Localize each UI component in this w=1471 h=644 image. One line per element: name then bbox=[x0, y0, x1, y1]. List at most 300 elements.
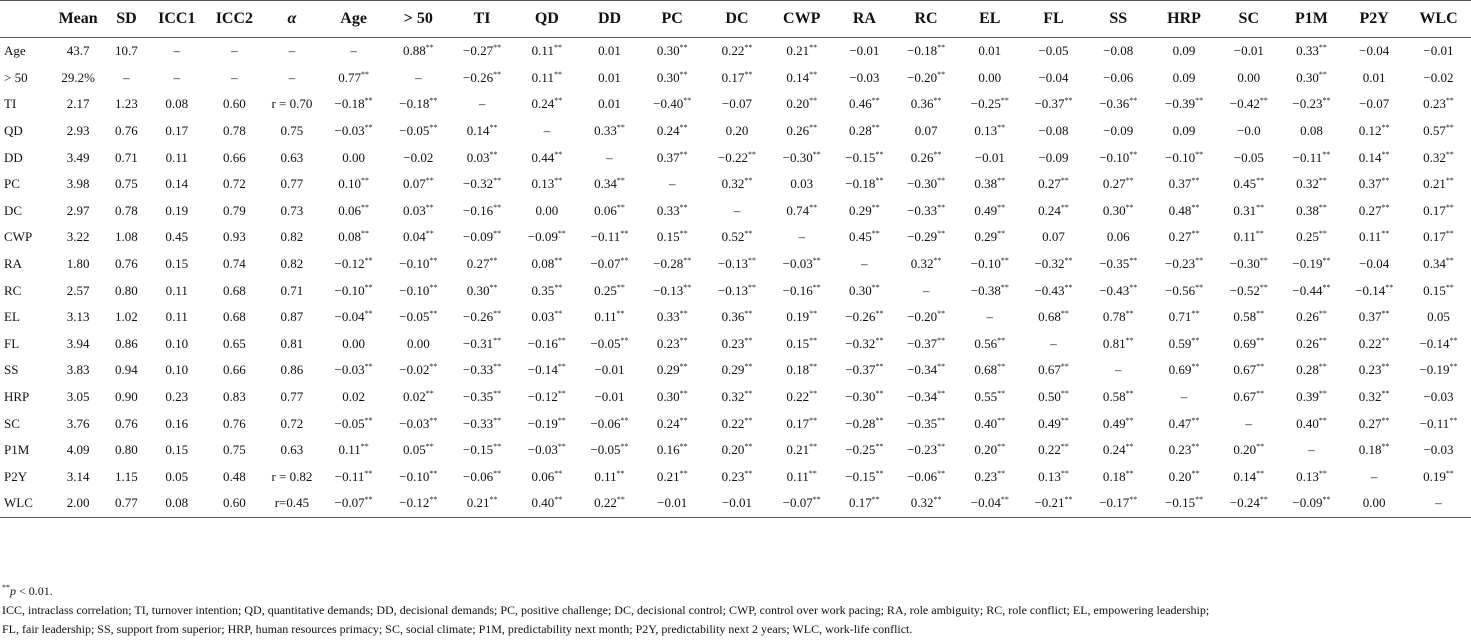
table-cell: 0.14 bbox=[165, 176, 189, 192]
table-cell: 10.7 bbox=[115, 43, 138, 59]
table-cell: 0.69** bbox=[1168, 362, 1200, 378]
column-header: Mean bbox=[51, 1, 104, 38]
table-cell: −0.06** bbox=[463, 468, 502, 484]
table-cell: 0.44** bbox=[531, 149, 563, 165]
table-cell: 0.76 bbox=[115, 415, 138, 431]
table-cell: 0.21** bbox=[1423, 176, 1454, 192]
table-cell: 0.23** bbox=[1423, 96, 1454, 112]
table-cell: 0.07 bbox=[914, 123, 938, 139]
table-cell: −0.01 bbox=[1423, 43, 1454, 59]
table-cell: 2.17 bbox=[66, 96, 90, 112]
table-cell: 0.71 bbox=[280, 282, 304, 298]
table-cell: – bbox=[1308, 442, 1315, 458]
table-cell: −0.56** bbox=[1164, 282, 1204, 298]
column-header: DD bbox=[580, 1, 640, 38]
table-cell: 0.01 bbox=[1362, 69, 1386, 85]
table-cell: – bbox=[986, 309, 994, 325]
table-cell: 0.72 bbox=[222, 176, 246, 192]
table-cell: −0.32** bbox=[845, 335, 884, 351]
table-cell: −0.11** bbox=[1292, 149, 1331, 165]
table-cell: 0.01 bbox=[598, 43, 621, 59]
table-cell: 0.23** bbox=[721, 468, 753, 484]
table-cell: 0.20** bbox=[1168, 468, 1200, 484]
table-cell: −0.33** bbox=[463, 415, 502, 431]
table-cell: 0.49** bbox=[1038, 415, 1069, 431]
table-cell: 0.50** bbox=[1038, 389, 1069, 405]
column-header: TI bbox=[450, 1, 514, 38]
column-header: Age bbox=[321, 1, 387, 38]
table-cell: 0.22** bbox=[1038, 442, 1069, 458]
table-row bbox=[0, 251, 1471, 278]
table-cell: 0.30** bbox=[656, 43, 688, 59]
table-cell: 0.82 bbox=[280, 229, 304, 245]
table-cell: −0.16** bbox=[463, 202, 502, 218]
table-cell: 0.60 bbox=[222, 96, 246, 112]
table-cell: 0.37** bbox=[1168, 176, 1200, 192]
table-cell: 3.49 bbox=[66, 149, 90, 165]
table-cell: 0.14** bbox=[1233, 468, 1265, 484]
table-cell: −0.03 bbox=[849, 69, 880, 85]
table-cell: 0.26** bbox=[1296, 309, 1327, 325]
table-cell: −0.26** bbox=[463, 309, 502, 325]
table-cell: 0.20** bbox=[974, 442, 1006, 458]
table-cell: −0.09 bbox=[1103, 123, 1134, 139]
table-cell: 0.27** bbox=[1168, 229, 1200, 245]
table-cell: −0.02** bbox=[399, 362, 438, 378]
column-header: SD bbox=[105, 1, 148, 38]
table-cell: 0.11** bbox=[1359, 229, 1390, 245]
table-cell: 0.58** bbox=[1233, 309, 1265, 325]
table-cell: 0.77** bbox=[338, 69, 369, 85]
table-body bbox=[0, 38, 1471, 518]
table-cell: −0.32** bbox=[1034, 256, 1073, 272]
table-cell: 0.14** bbox=[1358, 149, 1390, 165]
table-cell: −0.36** bbox=[1099, 96, 1138, 112]
table-cell: – bbox=[922, 282, 930, 298]
table-cell: 0.20** bbox=[721, 442, 753, 458]
table-cell: 0.17** bbox=[1423, 229, 1454, 245]
table-cell: 0.17 bbox=[165, 123, 189, 139]
table-cell: −0.02 bbox=[403, 149, 434, 165]
table-cell: 0.27** bbox=[1358, 202, 1390, 218]
table-row bbox=[0, 171, 1471, 198]
table-cell: −0.01 bbox=[594, 389, 625, 405]
table-cell: 0.20** bbox=[786, 96, 818, 112]
table-cell: 0.59** bbox=[1168, 335, 1200, 351]
table-cell: 0.66 bbox=[222, 149, 246, 165]
table-cell: 0.77 bbox=[280, 176, 304, 192]
abbreviations-line-1: ICC, intraclass correlation; TI, turnover intention; QD, quantitative demands; DD, decisional demands; PC, positive challenge; DC, decisional control; CWP, control over work pacing; RA, role ambiguity; RC, role conflict; EL, empowering leadership; bbox=[2, 603, 1210, 617]
table-cell: −0.34** bbox=[907, 362, 946, 378]
table-cell: 0.17** bbox=[835, 490, 895, 517]
table-cell: −0.04 bbox=[1359, 43, 1390, 59]
table-cell: 0.16** bbox=[656, 442, 688, 458]
column-header: WLC bbox=[1406, 1, 1471, 38]
table-cell: 0.21** bbox=[786, 43, 818, 59]
table-cell: 0.21** bbox=[656, 468, 688, 484]
table-cell: −0.05** bbox=[334, 415, 373, 431]
table-cell: −0.10** bbox=[399, 282, 438, 298]
table-cell: 0.83 bbox=[222, 389, 246, 405]
table-cell: −0.22** bbox=[717, 149, 756, 165]
table-cell: 0.24** bbox=[656, 415, 688, 431]
table-cell: −0.05** bbox=[399, 123, 438, 139]
table-cell: 1.15 bbox=[115, 468, 138, 484]
table-cell: 0.25** bbox=[594, 282, 625, 298]
table-cell: 0.76 bbox=[115, 256, 138, 272]
table-cell: 0.07 bbox=[1042, 229, 1065, 245]
table-row bbox=[0, 384, 1471, 411]
table-cell: 0.35** bbox=[531, 282, 563, 298]
table-cell: −0.19** bbox=[527, 415, 566, 431]
table-cell: 0.24** bbox=[656, 123, 688, 139]
table-cell: −0.08 bbox=[1038, 123, 1069, 139]
table-cell: 0.09 bbox=[1172, 43, 1196, 59]
table-cell: 0.11** bbox=[594, 468, 625, 484]
table-cell: −0.20** bbox=[907, 69, 946, 85]
table-row bbox=[0, 410, 1471, 437]
table-cell: 0.06** bbox=[338, 202, 369, 218]
table-cell: – bbox=[173, 43, 181, 59]
row-label: WLC bbox=[0, 490, 51, 517]
table-row bbox=[0, 144, 1471, 171]
table-cell: −0.52** bbox=[1229, 282, 1268, 298]
table-cell: 3.76 bbox=[66, 415, 90, 431]
table-cell: −0.03** bbox=[399, 415, 438, 431]
table-cell: −0.12** bbox=[527, 389, 566, 405]
table-cell: 0.11** bbox=[531, 43, 562, 59]
table-cell: 0.38** bbox=[974, 176, 1006, 192]
table-cell: 0.58** bbox=[1102, 389, 1134, 405]
table-cell: 0.31** bbox=[1233, 202, 1265, 218]
table-cell: −0.21** bbox=[1022, 490, 1086, 517]
table-cell: – bbox=[173, 69, 181, 85]
column-header: α bbox=[263, 1, 321, 38]
table-cell: −0.30** bbox=[845, 389, 884, 405]
table-cell: – bbox=[668, 176, 676, 192]
table-cell: −0.10** bbox=[399, 256, 438, 272]
table-cell: 0.11 bbox=[165, 282, 188, 298]
table-cell: 0.14** bbox=[466, 123, 498, 139]
table-cell: 0.63 bbox=[280, 442, 304, 458]
column-header: DC bbox=[705, 1, 769, 38]
table-cell: – bbox=[1180, 389, 1188, 405]
header-row bbox=[0, 1, 1471, 38]
table-cell: – bbox=[606, 149, 613, 165]
table-cell: 0.26** bbox=[786, 123, 818, 139]
row-label: QD bbox=[4, 123, 23, 139]
table-cell: −0.18** bbox=[399, 96, 438, 112]
table-cell: 0.67** bbox=[1233, 362, 1265, 378]
table-cell: 0.23** bbox=[974, 468, 1006, 484]
table-cell: – bbox=[231, 69, 238, 85]
table-cell: 0.32** bbox=[721, 389, 753, 405]
table-cell: 0.30** bbox=[656, 389, 688, 405]
row-label: > 50 bbox=[4, 69, 28, 85]
column-header: PC bbox=[639, 1, 705, 38]
table-cell: −0.20** bbox=[907, 309, 946, 325]
table-cell: 0.03** bbox=[466, 149, 498, 165]
table-cell: – bbox=[415, 69, 422, 85]
table-cell: −0.13** bbox=[653, 282, 692, 298]
table-cell: −0.12** bbox=[386, 490, 450, 517]
table-cell: 0.13** bbox=[974, 123, 1006, 139]
row-label: FL bbox=[4, 335, 20, 351]
table-cell: −0.01 bbox=[639, 490, 705, 517]
table-cell: −0.37** bbox=[1034, 96, 1073, 112]
table-cell: −0.16** bbox=[782, 282, 821, 298]
table-cell: 0.13** bbox=[531, 176, 563, 192]
table-cell: 0.88** bbox=[402, 43, 434, 59]
table-cell: 0.08 bbox=[1300, 123, 1323, 139]
table-cell: 0.01 bbox=[978, 43, 1002, 59]
table-cell: 0.56** bbox=[974, 335, 1006, 351]
table-cell: 0.18** bbox=[1102, 468, 1134, 484]
table-row bbox=[0, 490, 1471, 517]
table-cell: 0.27** bbox=[1102, 176, 1134, 192]
table-cell: 0.12** bbox=[1358, 123, 1390, 139]
table-cell: −0.05 bbox=[1038, 43, 1069, 59]
table-cell: 0.00 bbox=[342, 149, 365, 165]
table-cell: 0.05 bbox=[1427, 309, 1450, 325]
table-row bbox=[0, 277, 1471, 304]
table-cell: −0.09** bbox=[1281, 490, 1343, 517]
table-cell: 0.29** bbox=[721, 362, 753, 378]
row-label: P2Y bbox=[4, 468, 28, 484]
table-cell: 0.23** bbox=[1168, 442, 1200, 458]
table-cell: 0.08 bbox=[165, 96, 189, 112]
table-cell: −0.09 bbox=[1038, 149, 1069, 165]
column-header: CWP bbox=[769, 1, 835, 38]
column-header: SS bbox=[1085, 1, 1151, 38]
row-label: SC bbox=[4, 415, 20, 431]
table-cell: 1.80 bbox=[66, 256, 90, 272]
column-header: P2Y bbox=[1342, 1, 1406, 38]
table-cell: 0.49** bbox=[1102, 415, 1134, 431]
table-cell: 0.03** bbox=[531, 309, 563, 325]
table-cell: 0.18** bbox=[786, 362, 818, 378]
table-cell: 0.08** bbox=[531, 256, 563, 272]
table-cell: 0.15** bbox=[656, 229, 688, 245]
table-cell: −0.01 bbox=[849, 43, 880, 59]
table-cell: 0.32** bbox=[894, 490, 958, 517]
table-cell: 0.15** bbox=[786, 335, 818, 351]
table-cell: 0.15 bbox=[165, 256, 189, 272]
row-label: P1M bbox=[4, 442, 30, 458]
table-cell: 1.23 bbox=[115, 96, 138, 112]
table-cell: – bbox=[861, 256, 868, 272]
table-cell: 0.01 bbox=[598, 96, 621, 112]
table-cell: 0.71** bbox=[1168, 309, 1200, 325]
table-cell: 0.33** bbox=[656, 202, 688, 218]
table-row bbox=[0, 224, 1471, 251]
table-cell: 0.25** bbox=[1296, 229, 1327, 245]
table-cell: 0.26** bbox=[910, 149, 942, 165]
table-cell: −0.42** bbox=[1229, 96, 1268, 112]
table-cell: 0.11** bbox=[1233, 229, 1264, 245]
row-label: TI bbox=[4, 96, 17, 112]
row-label: PC bbox=[4, 176, 20, 192]
table-cell: −0.30** bbox=[782, 149, 821, 165]
table-cell: 0.32** bbox=[1296, 176, 1327, 192]
column-header: P1M bbox=[1281, 1, 1343, 38]
table-cell: 0.29** bbox=[974, 229, 1006, 245]
table-cell: 0.32** bbox=[1358, 389, 1390, 405]
table-cell: −0.11** bbox=[1419, 415, 1458, 431]
table-cell: −0.31** bbox=[463, 335, 502, 351]
table-cell: 1.02 bbox=[115, 309, 138, 325]
table-cell: −0.08 bbox=[1103, 43, 1134, 59]
table-cell: 0.00 bbox=[1237, 69, 1261, 85]
table-cell: 0.48** bbox=[1168, 202, 1200, 218]
table-cell: 0.22** bbox=[786, 389, 818, 405]
table-cell: −0.15** bbox=[463, 442, 502, 458]
table-cell: −0.35** bbox=[463, 389, 502, 405]
table-cell: −0.16** bbox=[527, 335, 566, 351]
table-cell: 0.23** bbox=[721, 335, 753, 351]
table-cell: – bbox=[123, 69, 130, 85]
table-cell: 0.26** bbox=[1296, 335, 1327, 351]
table-row bbox=[0, 357, 1471, 384]
table-cell: −0.28** bbox=[653, 256, 692, 272]
table-cell: 0.33** bbox=[1296, 43, 1327, 59]
table-cell: −0.24** bbox=[1217, 490, 1281, 517]
table-cell: 0.05** bbox=[402, 442, 434, 458]
table-cell: −0.23** bbox=[907, 442, 946, 458]
table-cell: 0.18** bbox=[1358, 442, 1390, 458]
table-cell: 0.10 bbox=[165, 362, 189, 378]
table-cell: −0.14** bbox=[527, 362, 566, 378]
table-cell: – bbox=[478, 96, 486, 112]
table-cell: 0.19** bbox=[1423, 468, 1454, 484]
table-cell: −0.10** bbox=[334, 282, 373, 298]
table-cell: 0.76 bbox=[115, 123, 138, 139]
table-cell: −0.18** bbox=[907, 43, 946, 59]
table-cell: 0.15 bbox=[165, 442, 189, 458]
table-cell: – bbox=[1050, 335, 1057, 351]
table-cell: 0.00 bbox=[535, 202, 559, 218]
table-cell: 0.40** bbox=[514, 490, 580, 517]
table-cell: r=0.45 bbox=[263, 490, 321, 517]
table-cell: 0.22** bbox=[721, 415, 753, 431]
table-cell: 0.11** bbox=[594, 309, 625, 325]
table-cell: 0.04** bbox=[402, 229, 434, 245]
table-cell: 0.32** bbox=[721, 176, 753, 192]
table-cell: 0.81** bbox=[1102, 335, 1134, 351]
table-cell: 0.75 bbox=[222, 442, 246, 458]
table-cell: 0.45** bbox=[1233, 176, 1265, 192]
table-cell: −0.10** bbox=[399, 468, 438, 484]
table-cell: 0.37** bbox=[1358, 309, 1390, 325]
table-cell: 0.22** bbox=[580, 490, 640, 517]
table-cell: 0.57** bbox=[1423, 123, 1454, 139]
table-cell: −0.17** bbox=[1085, 490, 1151, 517]
table-cell: −0.10** bbox=[1164, 149, 1204, 165]
table-cell: 0.08** bbox=[338, 229, 369, 245]
row-label: EL bbox=[4, 309, 20, 325]
table-cell: 0.20** bbox=[1233, 442, 1265, 458]
table-cell: −0.39** bbox=[1164, 96, 1204, 112]
table-cell: – bbox=[733, 202, 741, 218]
table-cell: −0.07 bbox=[721, 96, 752, 112]
table-cell: 0.74 bbox=[222, 256, 246, 272]
table-cell: 0.32** bbox=[1423, 149, 1454, 165]
table-cell: 0.71 bbox=[115, 149, 138, 165]
row-label: Age bbox=[4, 43, 26, 59]
table-cell: −0.04 bbox=[1359, 256, 1390, 272]
table-cell: 0.27** bbox=[466, 256, 498, 272]
column-header: ICC1 bbox=[148, 1, 206, 38]
table-cell: −0.04 bbox=[1038, 69, 1069, 85]
table-cell: – bbox=[1115, 362, 1122, 378]
table-cell: −0.14** bbox=[1355, 282, 1394, 298]
table-cell: 0.24** bbox=[1038, 202, 1069, 218]
table-cell: −0.19** bbox=[1419, 362, 1458, 378]
table-cell: 0.39** bbox=[1296, 389, 1327, 405]
column-header: RA bbox=[835, 1, 895, 38]
table-cell: 0.33** bbox=[656, 309, 688, 325]
table-cell: −0.07** bbox=[321, 490, 387, 517]
table-cell: −0.29** bbox=[907, 229, 946, 245]
table-cell: 0.24** bbox=[1102, 442, 1134, 458]
table-cell: 0.11 bbox=[165, 309, 188, 325]
table-cell: – bbox=[1370, 468, 1378, 484]
table-cell: – bbox=[350, 43, 357, 59]
table-row bbox=[0, 464, 1471, 491]
table-cell: 0.23** bbox=[1358, 362, 1390, 378]
column-header: ICC2 bbox=[206, 1, 264, 38]
table-cell: 0.13** bbox=[1296, 468, 1327, 484]
table-cell: 0.00 bbox=[1342, 490, 1406, 517]
table-cell: −0.35** bbox=[907, 415, 946, 431]
table-cell: −0.18** bbox=[334, 96, 373, 112]
table-cell: −0.43** bbox=[1034, 282, 1073, 298]
table-cell: −0.32** bbox=[463, 176, 502, 192]
table-cell: 0.23** bbox=[656, 335, 688, 351]
column-header: EL bbox=[958, 1, 1022, 38]
table-cell: r = 0.82 bbox=[271, 468, 313, 484]
table-cell: −0.07** bbox=[590, 256, 629, 272]
table-cell: −0.01 bbox=[1233, 43, 1264, 59]
table-cell: – bbox=[543, 123, 551, 139]
table-row bbox=[0, 65, 1471, 92]
table-cell: −0.09** bbox=[463, 229, 502, 245]
table-cell: – bbox=[798, 229, 805, 245]
table-cell: 0.55** bbox=[974, 389, 1006, 405]
table-cell: −0.37** bbox=[907, 335, 946, 351]
column-header bbox=[0, 1, 51, 38]
table-cell: 0.21** bbox=[450, 490, 514, 517]
table-cell: 0.34** bbox=[594, 176, 625, 192]
table-row bbox=[0, 437, 1471, 464]
table-cell: 0.11** bbox=[338, 442, 369, 458]
table-cell: 0.75 bbox=[115, 176, 138, 192]
table-cell: 0.17** bbox=[786, 415, 818, 431]
table-cell: 0.06** bbox=[594, 202, 625, 218]
column-header: RC bbox=[894, 1, 958, 38]
table-cell: −0.10** bbox=[1099, 149, 1138, 165]
table-cell: 0.74** bbox=[786, 202, 818, 218]
table-cell: 0.40** bbox=[974, 415, 1006, 431]
table-cell: −0.06 bbox=[1103, 69, 1134, 85]
table-cell: 0.81 bbox=[280, 335, 304, 351]
table-cell: 0.82 bbox=[280, 256, 304, 272]
table-cell: −0.43** bbox=[1099, 282, 1138, 298]
table-cell: −0.03** bbox=[334, 123, 373, 139]
table-cell: 0.10** bbox=[338, 176, 369, 192]
table-cell: r = 0.70 bbox=[271, 96, 313, 112]
table-notes bbox=[2, 582, 1469, 639]
